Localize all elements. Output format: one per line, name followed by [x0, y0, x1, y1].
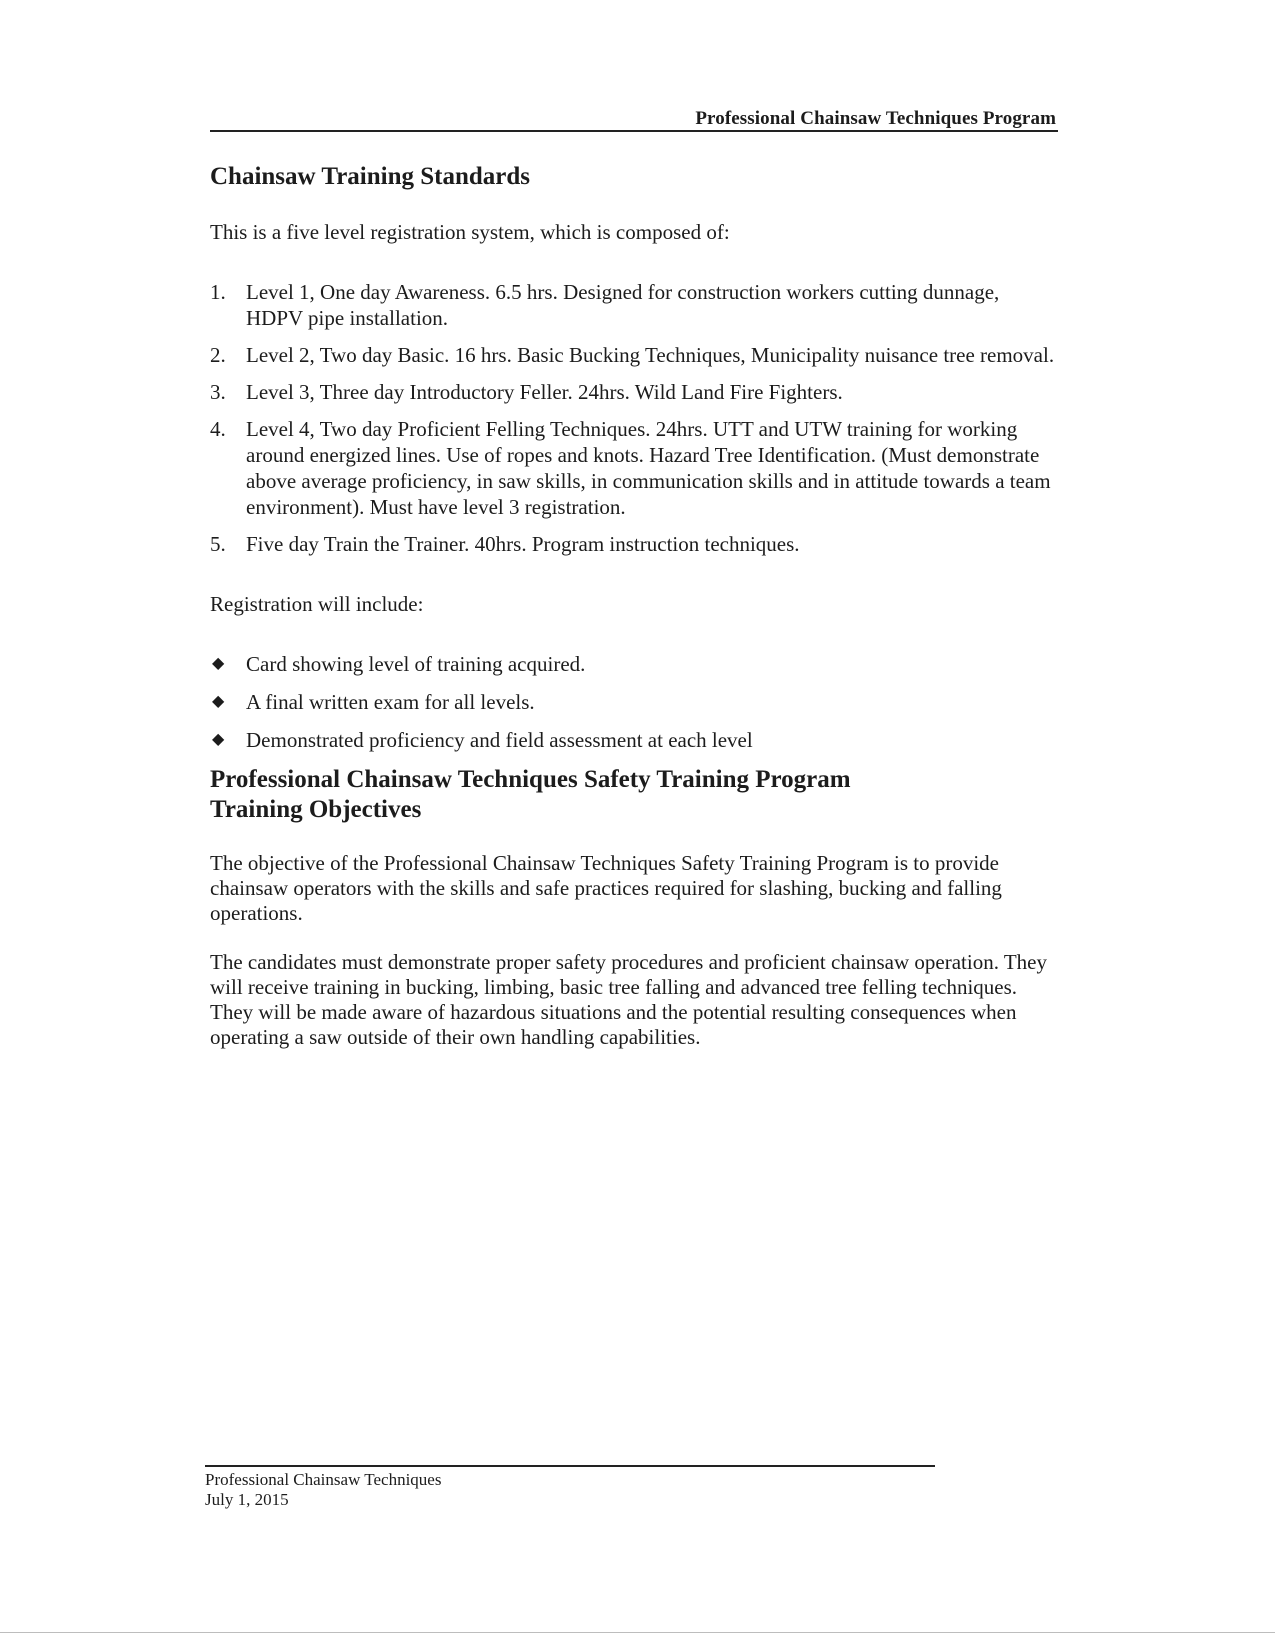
level-number: 5.: [210, 532, 226, 556]
level-text: Level 4, Two day Proficient Felling Techniques. 24hrs. UTT and UTW training for working around energized lines. Use of ropes and knots. Hazard Tree Identification. (Must demonstrate above average proficiency, in saw skills, in communication skills and in attitude towards a team environment). Must have level 3 registration.: [246, 417, 1051, 519]
level-item: [210, 416, 1060, 520]
level-text: Level 3, Three day Introductory Feller. 24hrs. Wild Land Fire Fighters.: [246, 380, 843, 404]
page-footer: [205, 1465, 935, 1510]
diamond-bullet-icon: ◆: [212, 655, 225, 672]
registration-list: [210, 651, 1060, 753]
level-text: Level 1, One day Awareness. 6.5 hrs. Designed for construction workers cutting dunnage, HDPV pipe installation.: [246, 280, 1000, 330]
registration-item-text: A final written exam for all levels.: [246, 690, 535, 714]
header-title: Professional Chainsaw Techniques Program: [695, 108, 1056, 129]
objectives-paragraph-1: The objective of the Professional Chainsaw Techniques Safety Training Program is to provide chainsaw operators with the skills and safe practices required for slashing, bucking and falling operations.: [210, 851, 1002, 925]
level-number: 4.: [210, 417, 226, 441]
diamond-bullet-icon: ◆: [212, 693, 225, 710]
registration-item: [210, 727, 1060, 753]
level-item: [210, 379, 1060, 405]
level-text: Five day Train the Trainer. 40hrs. Program instruction techniques.: [246, 532, 800, 556]
level-number: 2.: [210, 343, 226, 367]
document-body: [210, 150, 1060, 1050]
scan-edge-line: [0, 1632, 1275, 1633]
level-item: [210, 342, 1060, 368]
registration-item-text: Card showing level of training acquired.: [246, 652, 586, 676]
level-item: [210, 279, 1060, 331]
registration-item: [210, 651, 1060, 677]
registration-item-text: Demonstrated proficiency and field assessment at each level: [246, 728, 753, 752]
footer-title: Professional Chainsaw Techniques: [205, 1470, 442, 1489]
program-title: Professional Chainsaw Techniques Safety Training Program: [210, 766, 851, 793]
level-text: Level 2, Two day Basic. 16 hrs. Basic Bucking Techniques, Municipality nuisance tree removal.: [246, 343, 1055, 367]
level-number: 1.: [210, 280, 226, 304]
level-number: 3.: [210, 380, 226, 404]
standards-intro: This is a five level registration system, which is composed of:: [210, 220, 730, 244]
objectives-title: Training Objectives: [210, 796, 422, 823]
diamond-bullet-icon: ◆: [212, 731, 225, 748]
objectives-paragraph-2: The candidates must demonstrate proper safety procedures and proficient chainsaw operation. They will receive training in bucking, limbing, basic tree falling and advanced tree felling techniques. They will be made aware of hazardous situations and the potential resulting consequences when operating a saw outside of their own handling capabilities.: [210, 950, 1047, 1049]
page-header: [210, 104, 1058, 132]
standards-title: Chainsaw Training Standards: [210, 163, 531, 190]
footer-date: July 1, 2015: [205, 1490, 289, 1509]
level-item: [210, 531, 1060, 557]
levels-list: [210, 279, 1060, 557]
registration-item: [210, 689, 1060, 715]
registration-intro: Registration will include:: [210, 592, 424, 616]
